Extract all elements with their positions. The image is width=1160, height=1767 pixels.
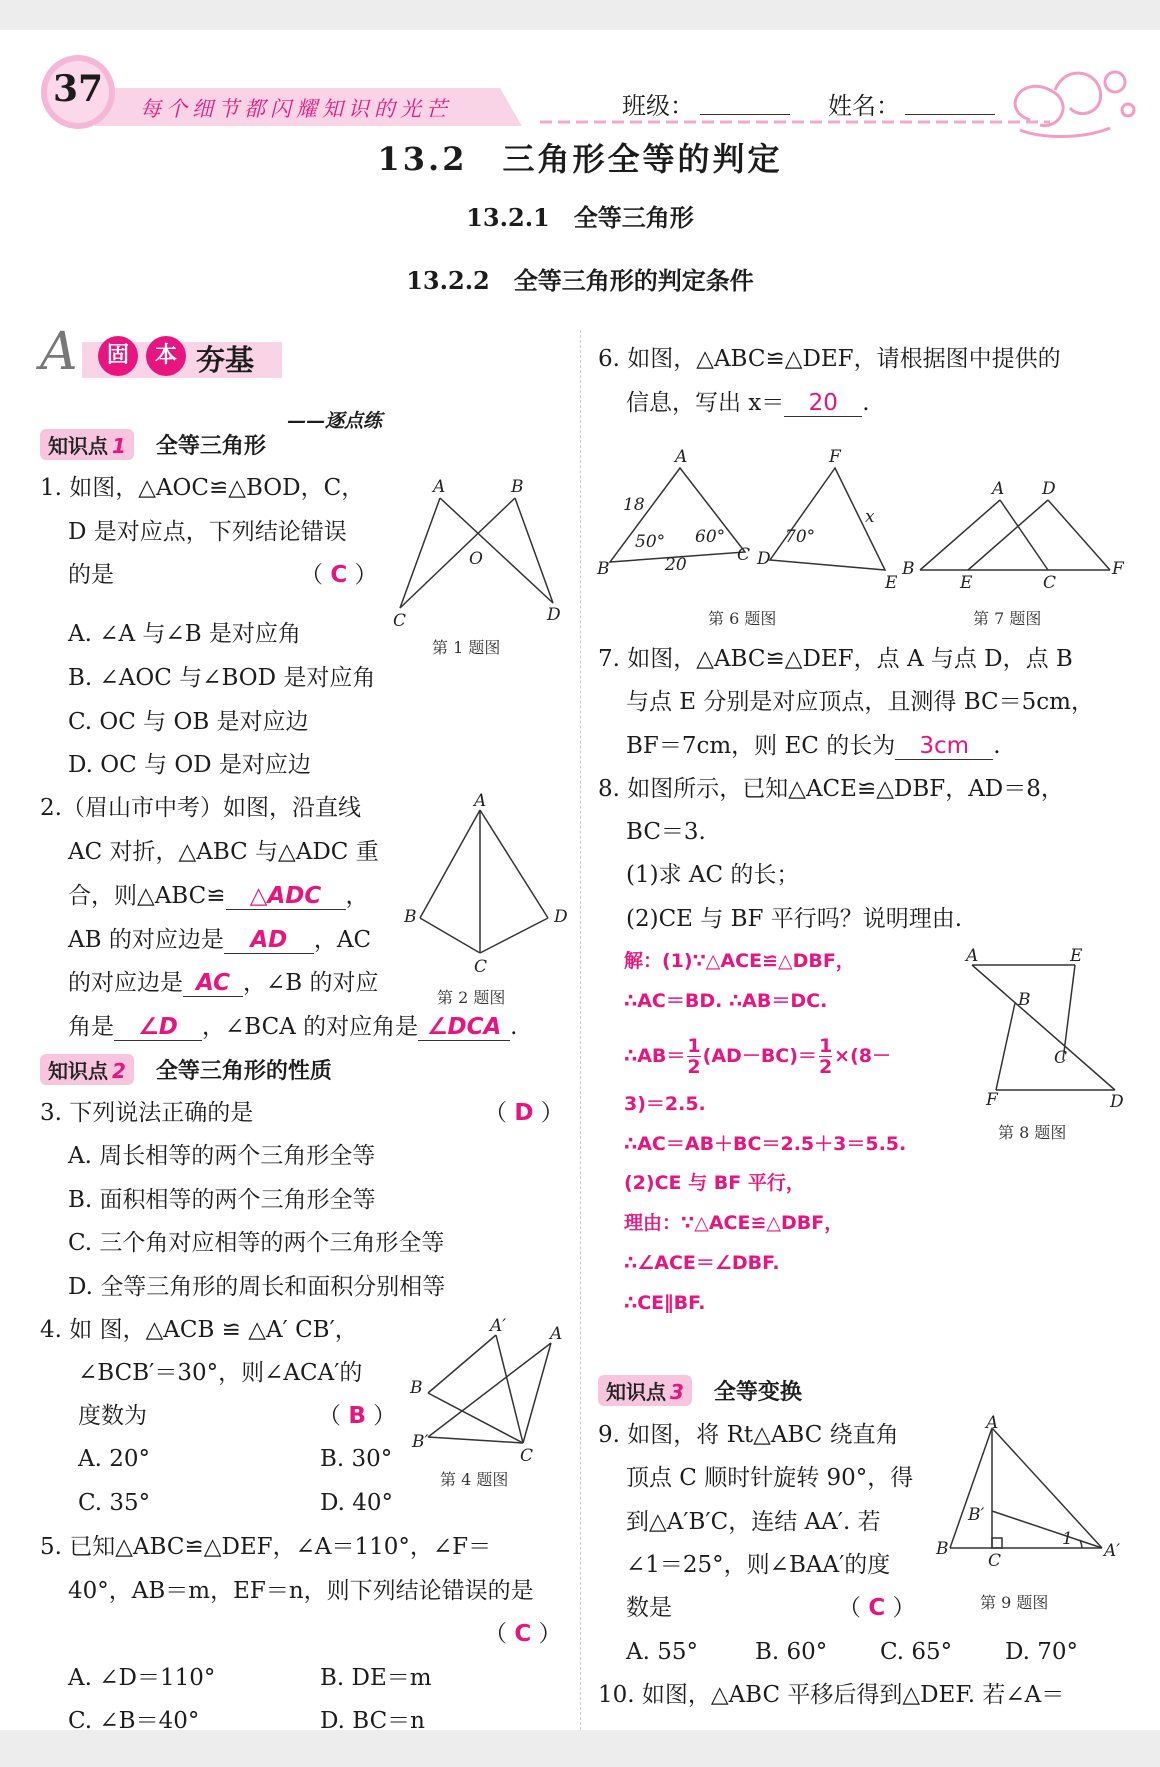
- q9-option-d: D. 70°: [1005, 1639, 1079, 1665]
- svg-text:B: B: [902, 559, 915, 579]
- class-field[interactable]: [700, 114, 790, 115]
- q9-option-a: A. 55°: [626, 1639, 698, 1665]
- q6-answer: 20: [784, 390, 862, 417]
- q6-line1: 6. 如图，△ABC≌△DEF，请根据图中提供的: [598, 346, 1061, 372]
- q4-line1: 4. 如 图，△ACB ≌ △A′ CB′，: [40, 1317, 358, 1343]
- kp-badge: 知识点 1: [40, 429, 134, 460]
- q1-option-d: D. OC 与 OD 是对应边: [68, 752, 311, 778]
- svg-text:A′: A′: [1104, 1541, 1121, 1561]
- q4-option-d: D. 40°: [320, 1490, 394, 1516]
- section-letter: A: [40, 322, 78, 382]
- svg-text:E: E: [960, 573, 973, 593]
- q2-answer-2: AD: [224, 927, 314, 954]
- q5-option-a: A. ∠D＝110°: [68, 1665, 216, 1691]
- figure-7-caption: 第 7 题图: [973, 609, 1042, 628]
- svg-text:D: D: [1042, 479, 1056, 499]
- q5-line1: 5. 已知△ABC≌△DEF，∠A＝110°，∠F＝: [40, 1534, 492, 1560]
- svg-text:B: B: [1018, 990, 1031, 1010]
- q9-line4: ∠1＝25°，则∠BAA′的度: [626, 1552, 891, 1578]
- section-title: 13.2 三角形全等的判定: [377, 140, 783, 178]
- svg-text:B: B: [597, 559, 610, 579]
- svg-text:20: 20: [665, 555, 687, 575]
- header-slogan: 每个细节都闪耀知识的光芒: [140, 97, 452, 121]
- svg-text:B: B: [936, 1539, 949, 1559]
- svg-text:B: B: [410, 1378, 423, 1398]
- figure-1-caption: 第 1 题图: [432, 638, 501, 657]
- q4-line3: 度数为: [78, 1403, 147, 1429]
- q4-option-c: C. 35°: [78, 1490, 151, 1516]
- svg-text:1: 1: [1062, 1529, 1073, 1549]
- q2-answer-5: ∠DCA: [418, 1014, 510, 1041]
- q8-solution-8: ∴∠ACE＝∠DBF.: [624, 1252, 780, 1274]
- q8-part1: (1)求 AC 的长；: [626, 862, 800, 888]
- svg-text:F: F: [986, 1090, 998, 1110]
- q1-line1: 1. 如图，△AOC≌△BOD，C，: [40, 475, 365, 501]
- q8-part2: (2)CE 与 BF 平行吗？说明理由.: [626, 906, 963, 932]
- svg-text:D: D: [757, 549, 771, 569]
- knowledge-point-2: [40, 1053, 332, 1085]
- svg-text:C: C: [520, 1446, 534, 1466]
- svg-text:B′: B′: [412, 1432, 429, 1452]
- svg-text:D: D: [554, 907, 568, 927]
- svg-text:18: 18: [623, 495, 645, 515]
- svg-text:C: C: [737, 545, 751, 565]
- q5-option-b: B. DE＝m: [320, 1665, 432, 1691]
- svg-text:E: E: [1070, 946, 1083, 966]
- q2-line4: AB 的对应边是 AD ，AC: [68, 927, 372, 953]
- q3-option-b: B. 面积相等的两个三角形全等: [68, 1187, 376, 1213]
- section-title-a: 夯基: [196, 343, 255, 377]
- q5-option-d: D. BC＝n: [320, 1708, 425, 1734]
- svg-text:C: C: [1043, 573, 1057, 593]
- q2-answer-3: AC: [183, 970, 243, 997]
- q7-answer: 3cm: [895, 733, 993, 760]
- q2-answer-4: ∠D: [114, 1014, 202, 1041]
- figure-8-caption: 第 8 题图: [998, 1123, 1067, 1142]
- q3-option-a: A. 周长相等的两个三角形全等: [68, 1143, 376, 1169]
- knowledge-point-1: [40, 428, 266, 460]
- subsection-title-2: 13.2.2 全等三角形的判定条件: [406, 266, 754, 295]
- name-field[interactable]: [905, 114, 995, 115]
- kp-title: 全等三角形: [155, 433, 266, 459]
- svg-text:B′: B′: [968, 1505, 985, 1525]
- figure-4-caption: 第 4 题图: [440, 1470, 509, 1489]
- subsection-title-1: 13.2.1 全等三角形: [466, 203, 694, 232]
- figure-8: [960, 945, 1130, 1115]
- figure-7: [900, 470, 1125, 593]
- svg-text:D: D: [547, 605, 561, 625]
- svg-text:60°: 60°: [695, 527, 726, 547]
- column-divider: [580, 330, 581, 1730]
- figure-6-caption: 第 6 题图: [708, 609, 777, 628]
- figure-9-caption: 第 9 题图: [980, 1593, 1049, 1612]
- svg-text:A: A: [966, 946, 979, 966]
- q6-line2: 信息，写出 x＝ 20 .: [626, 390, 870, 416]
- svg-text:C: C: [393, 611, 407, 631]
- q1-option-c: C. OC 与 OB 是对应边: [68, 709, 309, 735]
- name-label: 姓名：: [828, 92, 900, 120]
- q9-line2: 顶点 C 顺时针旋转 90°，得: [626, 1465, 914, 1491]
- svg-text:x: x: [865, 507, 875, 527]
- q8-solution-2: ∴AC＝BD. ∴AB＝DC.: [624, 990, 828, 1012]
- q8-solution-7: 理由：∵△ACE≌△DBF，: [624, 1212, 844, 1234]
- svg-text:50°: 50°: [635, 532, 666, 552]
- q3-answer-bracket: （ D ）: [484, 1100, 564, 1126]
- q8-solution-4: 3)＝2.5.: [624, 1093, 706, 1115]
- kp-badge: 知识点 3: [598, 1375, 692, 1406]
- figure-6: [595, 440, 898, 593]
- svg-text:C: C: [1054, 1048, 1068, 1068]
- section-circle-1: 固: [98, 336, 138, 376]
- svg-text:A: A: [986, 1413, 999, 1433]
- class-label: 班级：: [622, 92, 694, 120]
- svg-text:A: A: [550, 1324, 563, 1344]
- q4-answer-bracket: （ B ）: [318, 1403, 397, 1429]
- svg-text:F: F: [1112, 559, 1124, 579]
- svg-text:E: E: [885, 573, 898, 593]
- q8-solution-9: ∴CE∥BF.: [624, 1292, 706, 1314]
- svg-text:A: A: [992, 479, 1005, 499]
- figure-2: [400, 788, 570, 978]
- q4-option-b: B. 30°: [320, 1446, 393, 1472]
- svg-text:C: C: [474, 957, 488, 977]
- flower-decoration-icon: [1015, 72, 1134, 137]
- q2-line2: AC 对折，△ABC 与△ADC 重: [68, 839, 379, 865]
- q8-line1: 8. 如图所示，已知△ACE≌△DBF，AD＝8，: [598, 776, 1064, 802]
- q9-option-c: C. 65°: [880, 1639, 953, 1665]
- q5-line2: 40°，AB＝m，EF＝n，则下列结论错误的是: [68, 1578, 534, 1604]
- q3-answer: D: [514, 1100, 534, 1126]
- q9-line5: 数是: [626, 1595, 672, 1621]
- svg-text:O: O: [469, 549, 483, 569]
- q3-stem: 3. 下列说法正确的是: [40, 1100, 254, 1126]
- q9-option-b: B. 60°: [755, 1639, 828, 1665]
- knowledge-point-3: [598, 1374, 802, 1406]
- svg-text:70°: 70°: [785, 527, 816, 547]
- q2-line3: 合，则△ABC≌ △ADC ，: [68, 883, 369, 909]
- svg-text:B: B: [404, 907, 417, 927]
- q8-solution-5: ∴AC＝AB＋BC＝2.5＋3＝5.5.: [624, 1133, 907, 1155]
- section-subtitle: ——逐点练: [287, 410, 383, 432]
- svg-text:A: A: [433, 477, 446, 497]
- svg-text:A′: A′: [490, 1316, 507, 1336]
- q2-line5: 的对应边是 AC ，∠B 的对应: [68, 970, 379, 996]
- q7-line1: 7. 如图，△ABC≌△DEF，点 A 与点 D，点 B: [598, 646, 1073, 672]
- page: [0, 30, 1160, 1734]
- q1-option-b: B. ∠AOC 与∠BOD 是对应角: [68, 665, 376, 691]
- q1-answer-bracket: （ C ）: [300, 562, 378, 588]
- kp-title: 全等变换: [713, 1379, 802, 1405]
- q1-answer: C: [330, 562, 348, 588]
- q9-answer: C: [868, 1595, 886, 1621]
- page-number: 37: [52, 68, 104, 110]
- q9-line3: 到△A′B′C，连结 AA′. 若: [626, 1509, 881, 1535]
- svg-text:B: B: [511, 477, 524, 497]
- q2-line6: 角是 ∠D ，∠BCA 的对应角是 ∠DCA .: [68, 1014, 518, 1040]
- q8-solution-3: ∴AB＝ $\frac{1}{2}$ (AD－BC)＝ $\frac{1}{2}$ ×(8－: [624, 1035, 891, 1078]
- header-banner: [0, 30, 1160, 140]
- kp-badge: 知识点 2: [40, 1054, 134, 1085]
- figure-1: [385, 468, 570, 633]
- svg-text:A: A: [474, 791, 487, 811]
- svg-text:C: C: [988, 1551, 1002, 1571]
- q1-option-a: A. ∠A 与∠B 是对应角: [68, 621, 301, 647]
- figure-4: [408, 1313, 568, 1468]
- q4-option-a: A. 20°: [78, 1446, 150, 1472]
- q3-option-c: C. 三个角对应相等的两个三角形全等: [68, 1230, 445, 1256]
- section-circle-2: 本: [146, 336, 186, 376]
- q8-solution-1: 解：(1)∵△ACE≌△DBF，: [624, 950, 855, 972]
- q5-option-c: C. ∠B＝40°: [68, 1708, 200, 1734]
- q3-option-d: D. 全等三角形的周长和面积分别相等: [68, 1274, 446, 1300]
- q1-line2: D 是对应点，下列结论错误: [68, 519, 347, 545]
- q8-solution-6: (2)CE 与 BF 平行，: [624, 1172, 805, 1194]
- q4-answer: B: [348, 1403, 366, 1429]
- q4-line2: ∠BCB′＝30°，则∠ACA′的: [78, 1360, 363, 1386]
- q7-line3: BF＝7cm，则 EC 的长为 3cm .: [626, 733, 1001, 759]
- q7-line2: 与点 E 分别是对应顶点，且测得 BC＝5cm，: [626, 689, 1094, 715]
- fig6-label: A: [675, 447, 688, 467]
- kp-title: 全等三角形的性质: [155, 1058, 332, 1084]
- q2-line1: 2.（眉山市中考）如图，沿直线: [40, 795, 361, 821]
- q5-answer: C: [514, 1621, 532, 1647]
- q1-line3: 的是: [68, 562, 114, 588]
- figure-9: [930, 1413, 1125, 1571]
- q9-answer-bracket: （ C ）: [838, 1595, 916, 1621]
- svg-text:D: D: [1110, 1092, 1124, 1112]
- q10-line1: 10. 如图，△ABC 平移后得到△DEF. 若∠A＝: [598, 1682, 1065, 1708]
- q5-answer-bracket: （ C ）: [484, 1621, 562, 1647]
- q8-line2: BC＝3.: [626, 819, 706, 845]
- q2-answer-1: △ADC: [226, 883, 346, 910]
- figure-2-caption: 第 2 题图: [437, 988, 506, 1007]
- q9-line1: 9. 如图，将 Rt△ABC 绕直角: [598, 1422, 899, 1448]
- svg-text:F: F: [829, 447, 841, 467]
